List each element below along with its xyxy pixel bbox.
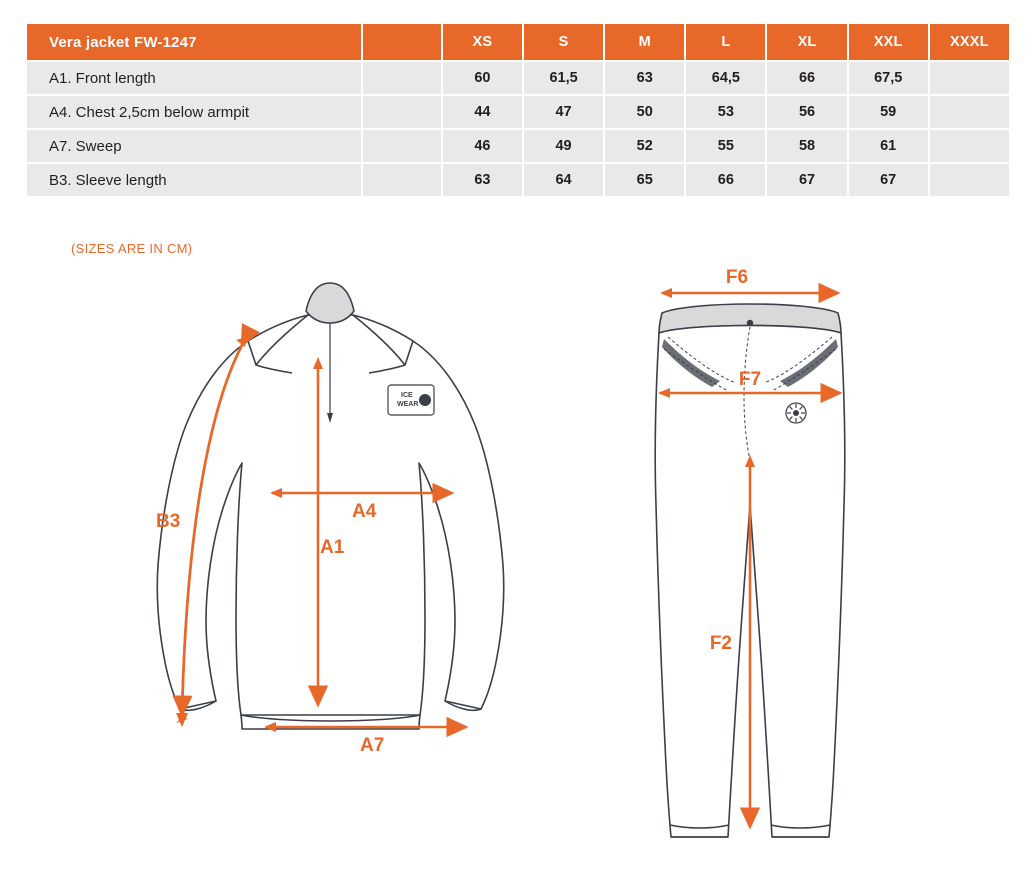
pants-technical-drawing (600, 265, 900, 865)
size-table-body (26, 61, 1010, 197)
value-cell: 66 (766, 61, 847, 95)
product-title-cell: Vera jacket FW-1247 (26, 23, 362, 61)
table-row (26, 129, 1010, 163)
value-cell: 50 (604, 95, 685, 129)
value-cell: 60 (442, 61, 523, 95)
brand-mark-icon (786, 403, 806, 423)
brand-logo-line1: ICE (401, 392, 413, 399)
measurement-label: A7. Sweep (26, 129, 362, 163)
size-header-l: L (685, 23, 766, 61)
value-cell: 63 (604, 61, 685, 95)
measurement-label: A4. Chest 2,5cm below armpit (26, 95, 362, 129)
blank-cell (362, 95, 442, 129)
value-cell: 55 (685, 129, 766, 163)
table-row (26, 95, 1010, 129)
value-cell: 56 (766, 95, 847, 129)
measure-label-f6: F6 (725, 267, 749, 288)
size-table (25, 22, 1011, 198)
illustration-area (0, 265, 1036, 885)
measure-arrow-f6 (660, 267, 838, 298)
value-cell: 49 (523, 129, 604, 163)
value-cell: 64 (523, 163, 604, 197)
value-cell: 67 (848, 163, 929, 197)
value-cell: 46 (442, 129, 523, 163)
measurement-label: A1. Front length (26, 61, 362, 95)
measure-label-a1: A1 (320, 537, 345, 558)
brand-logo (388, 385, 434, 415)
measure-label-a4: A4 (352, 501, 377, 522)
table-row (26, 163, 1010, 197)
size-header-m: M (604, 23, 685, 61)
value-cell: 53 (685, 95, 766, 129)
value-cell: 58 (766, 129, 847, 163)
value-cell: 61 (848, 129, 929, 163)
size-header-xs: XS (442, 23, 523, 61)
jacket-technical-drawing (120, 265, 540, 795)
waist-button-icon (747, 320, 753, 326)
table-header-row (26, 23, 1010, 61)
value-cell: 47 (523, 95, 604, 129)
measurement-label: B3. Sleeve length (26, 163, 362, 197)
brand-logo-line2: WEAR (397, 401, 419, 408)
value-cell (929, 129, 1010, 163)
blank-header-cell (362, 23, 442, 61)
value-cell: 44 (442, 95, 523, 129)
measure-label-f2: F2 (709, 633, 732, 654)
size-table-header (26, 23, 1010, 61)
value-cell: 67 (766, 163, 847, 197)
size-table-container (25, 22, 1011, 198)
value-cell: 52 (604, 129, 685, 163)
blank-cell (362, 163, 442, 197)
value-cell: 61,5 (523, 61, 604, 95)
table-row (26, 61, 1010, 95)
size-header-s: S (523, 23, 604, 61)
value-cell: 66 (685, 163, 766, 197)
value-cell: 59 (848, 95, 929, 129)
measure-label-b3: B3 (156, 511, 181, 532)
size-header-xl: XL (766, 23, 847, 61)
value-cell (929, 95, 1010, 129)
measure-label-f7: F7 (738, 369, 762, 390)
value-cell (929, 163, 1010, 197)
value-cell: 63 (442, 163, 523, 197)
value-cell: 65 (604, 163, 685, 197)
value-cell: 67,5 (848, 61, 929, 95)
blank-cell (362, 129, 442, 163)
value-cell (929, 61, 1010, 95)
units-note: (SIZES ARE IN CM) (71, 241, 193, 256)
measure-label-a7: A7 (360, 735, 385, 756)
size-header-xxxl: XXXL (929, 23, 1010, 61)
size-header-xxl: XXL (848, 23, 929, 61)
measure-arrow-a7 (264, 722, 466, 756)
value-cell: 64,5 (685, 61, 766, 95)
blank-cell (362, 61, 442, 95)
